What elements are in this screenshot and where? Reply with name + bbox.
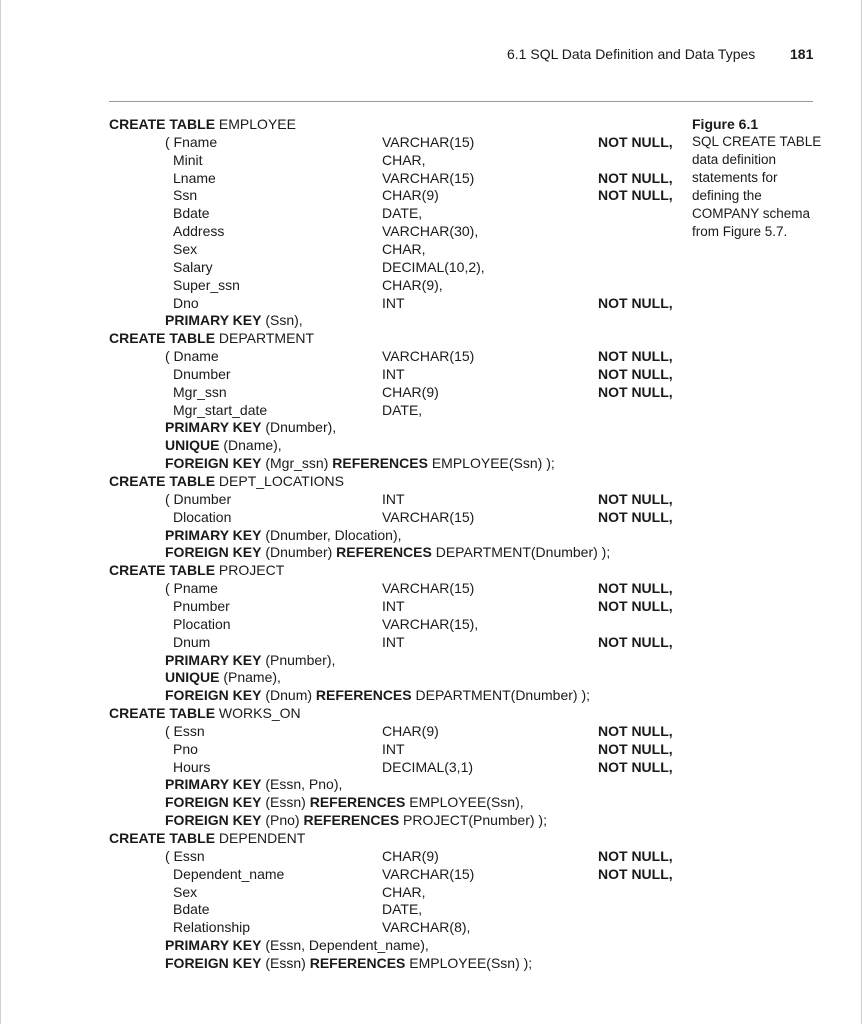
column-name: Bdate xyxy=(173,901,210,918)
column-definition xyxy=(0,615,690,633)
column-type: VARCHAR(15) xyxy=(382,865,475,882)
column-definition xyxy=(0,633,690,651)
create-table-statement xyxy=(109,704,301,722)
clause-args: (Mgr_ssn) xyxy=(261,455,333,472)
figure-title: Figure 6.1 xyxy=(692,116,759,132)
references-keyword: REFERENCES xyxy=(315,687,412,704)
constraint-clause-text xyxy=(165,436,282,454)
constraint-clause-text xyxy=(165,954,532,972)
column-definition xyxy=(0,258,690,276)
column-definition xyxy=(0,276,690,294)
clause-keyword: PRIMARY KEY xyxy=(165,526,262,543)
column-definition xyxy=(0,490,690,508)
column-definition xyxy=(0,508,690,526)
constraint-clause xyxy=(0,543,690,561)
not-null-constraint: NOT NULL, xyxy=(598,383,673,400)
constraint-clause xyxy=(0,686,690,704)
references-keyword: REFERENCES xyxy=(336,544,432,561)
referenced-table: EMPLOYEE(Ssn) ); xyxy=(405,954,533,971)
not-null-constraint: NOT NULL, xyxy=(598,508,673,525)
not-null-constraint: NOT NULL, xyxy=(598,722,673,739)
column-name: ( Fname xyxy=(165,133,218,150)
column-name: Hours xyxy=(173,758,211,775)
column-name: Dlocation xyxy=(173,508,232,525)
column-type: DATE, xyxy=(382,205,423,222)
table-name: EMPLOYEE xyxy=(215,116,296,132)
column-definition xyxy=(0,597,690,615)
table-name: DEPARTMENT xyxy=(215,330,315,347)
clause-args: (Pno) xyxy=(261,812,304,829)
references-keyword: REFERENCES xyxy=(309,794,406,811)
clause-args: (Dname), xyxy=(219,437,282,454)
not-null-constraint: NOT NULL, xyxy=(598,847,673,864)
column-definition xyxy=(0,918,690,936)
table-name: DEPENDENT xyxy=(215,830,306,846)
not-null-constraint: NOT NULL, xyxy=(598,294,673,311)
header-rule xyxy=(109,101,813,102)
references-keyword: REFERENCES xyxy=(309,954,406,971)
constraint-clause xyxy=(0,793,690,811)
create-table-statement xyxy=(109,329,314,347)
create-table-line xyxy=(0,704,690,722)
constraint-clause-text xyxy=(165,793,524,811)
references-keyword: REFERENCES xyxy=(303,812,400,829)
column-type: DATE, xyxy=(382,901,423,918)
column-name: ( Essn xyxy=(165,722,205,739)
column-definition xyxy=(0,133,690,151)
column-definition xyxy=(0,579,690,597)
create-table-line xyxy=(0,829,690,847)
not-null-constraint: NOT NULL, xyxy=(598,348,673,365)
column-definition xyxy=(0,847,690,865)
clause-keyword: PRIMARY KEY xyxy=(165,937,262,954)
column-type: CHAR, xyxy=(382,151,426,168)
constraint-clause-text xyxy=(165,311,303,329)
clause-keyword: FOREIGN KEY xyxy=(165,954,262,971)
column-type: INT xyxy=(382,490,405,507)
constraint-clause-text xyxy=(165,668,281,686)
constraint-clause xyxy=(0,651,690,669)
not-null-constraint: NOT NULL, xyxy=(598,865,673,882)
constraint-clause-text xyxy=(165,418,336,436)
table-name: WORKS_ON xyxy=(215,705,301,722)
column-definition xyxy=(0,294,690,312)
column-definition xyxy=(0,401,690,419)
column-definition xyxy=(0,240,690,258)
clause-args: (Dnumber), xyxy=(261,419,337,436)
clause-keyword: FOREIGN KEY xyxy=(165,812,262,829)
column-definition xyxy=(0,365,690,383)
column-type: DECIMAL(3,1) xyxy=(382,758,474,775)
clause-keyword: PRIMARY KEY xyxy=(165,651,262,668)
not-null-constraint: NOT NULL, xyxy=(598,597,673,614)
column-name: Sex xyxy=(173,240,198,257)
page-header xyxy=(0,46,862,66)
column-type: VARCHAR(15) xyxy=(382,348,475,365)
column-definition xyxy=(0,722,690,740)
column-type: CHAR, xyxy=(382,240,426,257)
constraint-clause xyxy=(0,954,690,972)
create-table-statement xyxy=(109,472,344,490)
clause-keyword: UNIQUE xyxy=(165,437,220,454)
create-table-line xyxy=(0,329,690,347)
column-definition xyxy=(0,383,690,401)
table-name: PROJECT xyxy=(215,562,285,579)
constraint-clause xyxy=(0,775,690,793)
constraint-clause xyxy=(0,811,690,829)
page-number: 181 xyxy=(790,46,814,62)
constraint-clause-text xyxy=(165,543,610,561)
create-table-line xyxy=(0,115,690,133)
constraint-clause xyxy=(0,418,690,436)
column-type: VARCHAR(15) xyxy=(382,133,475,150)
create-table-line xyxy=(0,561,690,579)
column-type: CHAR(9) xyxy=(382,847,439,864)
constraint-clause xyxy=(0,668,690,686)
referenced-table: EMPLOYEE(Ssn) ); xyxy=(427,455,555,472)
create-table-statement xyxy=(109,115,296,133)
references-keyword: REFERENCES xyxy=(332,455,428,472)
constraint-clause-text xyxy=(165,936,429,954)
not-null-constraint: NOT NULL, xyxy=(598,133,673,150)
column-definition xyxy=(0,151,690,169)
clause-keyword: UNIQUE xyxy=(165,669,220,686)
create-table-statement xyxy=(109,829,305,847)
clause-args: (Ssn), xyxy=(261,312,303,329)
constraint-clause xyxy=(0,936,690,954)
column-type: VARCHAR(30), xyxy=(382,223,479,240)
constraint-clause xyxy=(0,454,690,472)
column-type: INT xyxy=(382,740,405,757)
column-name: Dnum xyxy=(173,633,211,650)
clause-keyword: FOREIGN KEY xyxy=(165,687,262,704)
clause-keyword: FOREIGN KEY xyxy=(165,544,262,561)
create-table-statement xyxy=(109,561,284,579)
column-name: Ssn xyxy=(173,187,198,204)
constraint-clause-text xyxy=(165,811,547,829)
clause-args: (Essn, Dependent_name), xyxy=(261,937,429,954)
column-type: CHAR, xyxy=(382,883,426,900)
not-null-constraint: NOT NULL, xyxy=(598,365,673,382)
not-null-constraint: NOT NULL, xyxy=(598,169,673,186)
create-table-keyword: CREATE TABLE xyxy=(109,830,216,846)
column-name: Bdate xyxy=(173,205,210,222)
clause-keyword: PRIMARY KEY xyxy=(165,419,262,436)
column-name: ( Dnumber xyxy=(165,490,232,507)
column-name: Dno xyxy=(173,294,199,311)
figure-caption xyxy=(692,115,822,241)
referenced-table: DEPARTMENT(Dnumber) ); xyxy=(431,544,611,561)
constraint-clause-text xyxy=(165,775,342,793)
column-type: CHAR(9), xyxy=(382,276,443,293)
column-definition xyxy=(0,347,690,365)
create-table-keyword: CREATE TABLE xyxy=(109,562,216,579)
clause-args: (Dnumber, Dlocation), xyxy=(261,526,402,543)
column-name: Sex xyxy=(173,883,198,900)
create-table-keyword: CREATE TABLE xyxy=(109,116,216,132)
not-null-constraint: NOT NULL, xyxy=(598,740,673,757)
clause-keyword: FOREIGN KEY xyxy=(165,794,262,811)
column-definition xyxy=(0,900,690,918)
create-table-keyword: CREATE TABLE xyxy=(109,705,216,722)
column-name: Mgr_start_date xyxy=(173,401,268,418)
not-null-constraint: NOT NULL, xyxy=(598,490,673,507)
constraint-clause-text xyxy=(165,686,590,704)
column-name: ( Pname xyxy=(165,580,218,597)
not-null-constraint: NOT NULL, xyxy=(598,187,673,204)
constraint-clause xyxy=(0,526,690,544)
column-name: Dnumber xyxy=(173,365,231,382)
clause-args: (Dnumber) xyxy=(261,544,337,561)
column-definition xyxy=(0,204,690,222)
column-name: Pno xyxy=(173,740,198,757)
constraint-clause-text xyxy=(165,651,335,669)
column-name: ( Essn xyxy=(165,847,205,864)
column-type: DATE, xyxy=(382,401,423,418)
column-definition xyxy=(0,758,690,776)
column-definition xyxy=(0,865,690,883)
column-type: CHAR(9) xyxy=(382,722,439,739)
column-definition xyxy=(0,740,690,758)
referenced-table: DEPARTMENT(Dnumber) ); xyxy=(411,687,590,704)
column-name: Mgr_ssn xyxy=(173,383,227,400)
column-name: Address xyxy=(173,223,225,240)
clause-args: (Essn, Pno), xyxy=(261,776,343,793)
constraint-clause-text xyxy=(165,454,555,472)
column-definition xyxy=(0,186,690,204)
column-definition xyxy=(0,883,690,901)
column-type: CHAR(9) xyxy=(382,187,439,204)
column-name: Salary xyxy=(173,258,213,275)
column-type: INT xyxy=(382,633,405,650)
column-type: VARCHAR(15) xyxy=(382,169,475,186)
not-null-constraint: NOT NULL, xyxy=(598,758,673,775)
column-type: VARCHAR(15), xyxy=(382,615,479,632)
column-definition xyxy=(0,169,690,187)
column-name: Pnumber xyxy=(173,597,230,614)
table-name: DEPT_LOCATIONS xyxy=(215,473,344,489)
clause-args: (Essn) xyxy=(261,954,310,971)
column-type: VARCHAR(8), xyxy=(382,919,471,936)
column-name: Minit xyxy=(173,151,203,168)
column-type: DECIMAL(10,2), xyxy=(382,258,485,275)
constraint-clause xyxy=(0,436,690,454)
clause-args: (Dnum) xyxy=(261,687,316,704)
create-table-keyword: CREATE TABLE xyxy=(109,473,216,489)
clause-args: (Essn) xyxy=(261,794,310,811)
create-table-keyword: CREATE TABLE xyxy=(109,330,216,347)
referenced-table: PROJECT(Pnumber) ); xyxy=(399,812,547,829)
column-type: INT xyxy=(382,597,405,614)
referenced-table: EMPLOYEE(Ssn), xyxy=(405,794,524,811)
column-type: VARCHAR(15) xyxy=(382,580,475,597)
column-name: Dependent_name xyxy=(173,865,285,882)
column-name: Plocation xyxy=(173,615,231,632)
column-type: VARCHAR(15) xyxy=(382,508,475,525)
figure-caption-text: SQL CREATE TABLE data definition statements for defining the COMPANY schema from Figure 5.7. xyxy=(692,134,822,239)
clause-keyword: PRIMARY KEY xyxy=(165,312,262,329)
constraint-clause-text xyxy=(165,526,402,544)
column-name: Lname xyxy=(173,169,216,186)
not-null-constraint: NOT NULL, xyxy=(598,633,673,650)
column-type: INT xyxy=(382,294,405,311)
not-null-constraint: NOT NULL, xyxy=(598,580,673,597)
column-name: Super_ssn xyxy=(173,276,240,293)
clause-args: (Pnumber), xyxy=(261,651,336,668)
column-definition xyxy=(0,222,690,240)
column-name: ( Dname xyxy=(165,348,219,365)
constraint-clause xyxy=(0,311,690,329)
clause-keyword: PRIMARY KEY xyxy=(165,776,262,793)
clause-args: (Pname), xyxy=(219,669,281,686)
column-type: CHAR(9) xyxy=(382,383,439,400)
column-type: INT xyxy=(382,365,405,382)
column-name: Relationship xyxy=(173,919,251,936)
running-title: 6.1 SQL Data Definition and Data Types xyxy=(507,46,756,62)
create-table-line xyxy=(0,472,690,490)
clause-keyword: FOREIGN KEY xyxy=(165,455,262,472)
